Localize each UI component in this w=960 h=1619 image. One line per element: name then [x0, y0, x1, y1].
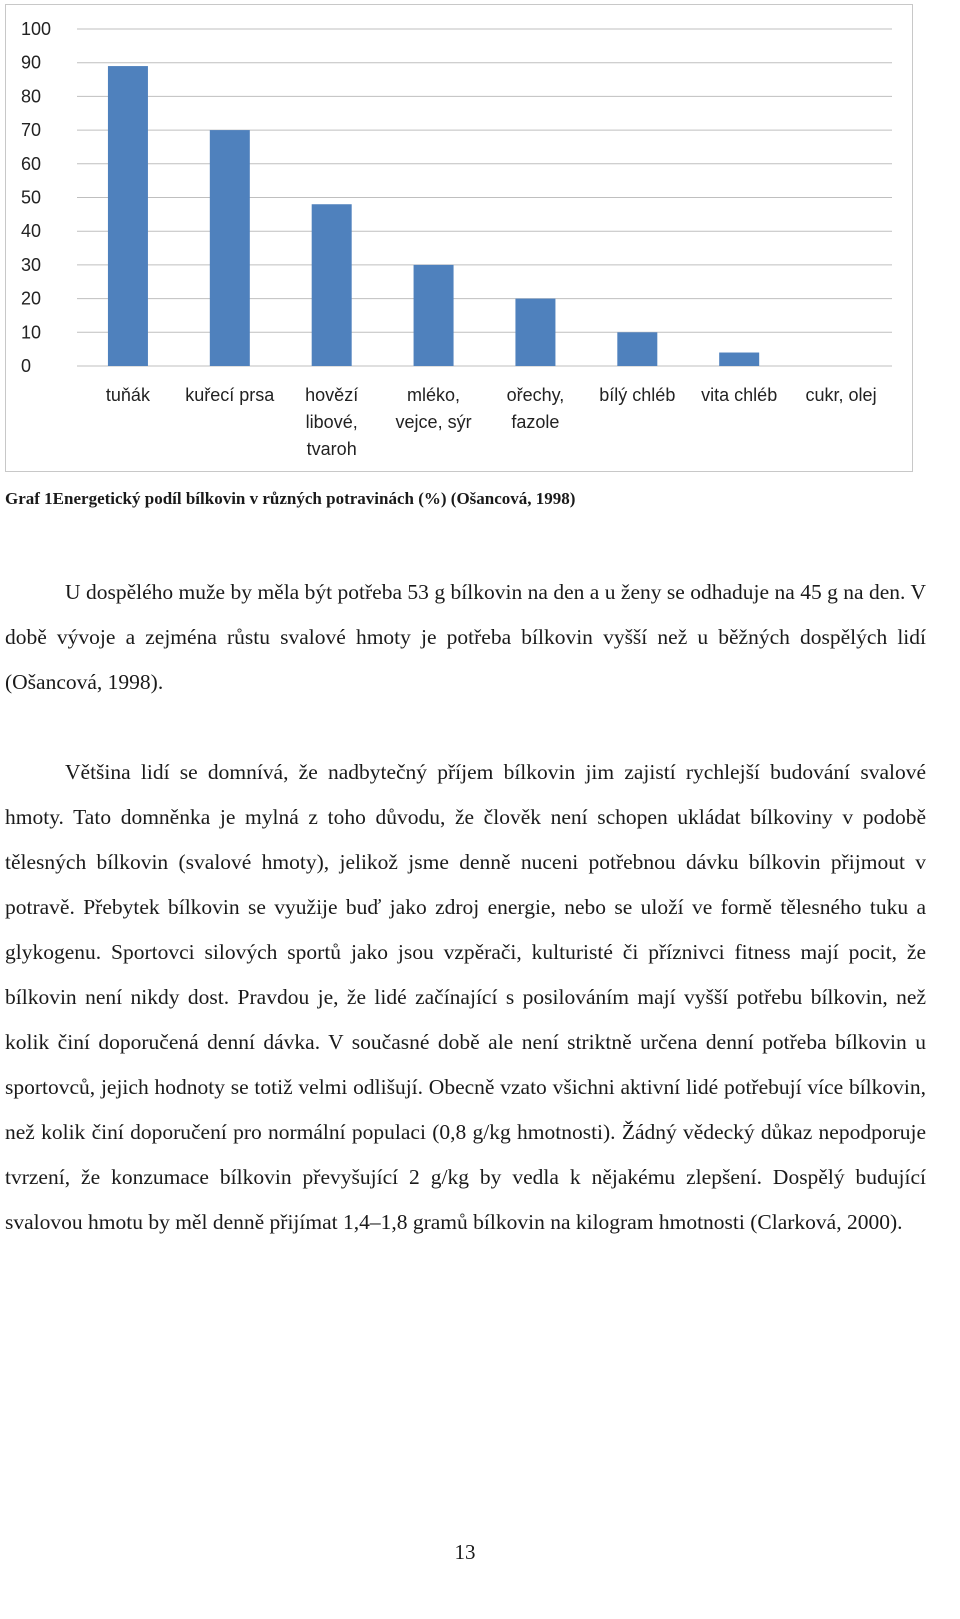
y-tick-label: 60	[21, 153, 42, 174]
y-tick-label: 50	[21, 187, 42, 208]
paragraph-1-text: U dospělého mužе by měla být potřeba 53 g bílkovin na den a u ženy se odhaduje na 45 g na den. V době vývoje a zejména růstu svalové hmoty je potřeba bílkovin vyšší než u běžných dospělých lidí (Ošancová, 1998).	[5, 580, 926, 694]
x-category-label: kuřecí prsa	[185, 385, 275, 405]
y-tick-label: 20	[21, 288, 42, 309]
figure-caption: Graf 1Energetický podíl bílkovin v různých potravinách (%) (Ošancová, 1998)	[5, 489, 576, 508]
page-number: 13	[454, 1540, 476, 1564]
x-category-label: vita chléb	[701, 385, 778, 405]
bar	[312, 204, 352, 366]
y-tick-label: 90	[21, 52, 42, 73]
bar	[719, 353, 759, 366]
bar	[617, 332, 657, 366]
x-category-label: mléko, vejce, sýr	[395, 385, 472, 432]
x-category-label: bílý chléb	[599, 385, 676, 405]
x-category-label: ořechy, fazole	[506, 385, 565, 432]
bar	[515, 299, 555, 366]
y-tick-label: 30	[21, 254, 42, 275]
y-tick-label: 0	[21, 356, 32, 376]
y-tick-label: 10	[21, 322, 42, 343]
bar	[210, 130, 250, 366]
y-tick-label: 80	[21, 86, 42, 107]
paragraph-1	[5, 570, 926, 705]
y-tick-label: 40	[21, 221, 42, 242]
bar-chart	[5, 4, 913, 472]
paragraph-2-text: Většina lidí se domnívá, že nadbytečný příjem bílkovin jim zajistí rychlejší budování svalové hmoty. Tato domněnka je mylná z toho důvodu, že člověk není schopen ukládat bílkoviny v podobě tělesných bílkovin (svalové hmoty), jelikož jsme denně nuceni potřebnou dávku bílkovin přijmout v potravě. Přebytek bílkovin se využije buď jako zdroj energie, nebo se uloží ve formě tělesného tuku a glykogenu. Sportovci silových sportů jako jsou vzpěrači, kulturisté či příznivci fitness mají pocit, že bílkovin není nikdy dost. Pravdou je, že lidé začínající s posilováním mají vyšší potřebu bílkovin, než kolik činí doporučená denní dávka. V současné době ale není striktně určena denní potřeba bílkovin u sportovců, jejich hodnoty se totiž velmi odlišují. Obecně vzato všichni aktivní lidé potřebují více bílkovin, než kolik činí doporučení pro normální populaci (0,8 g/kg hmotnosti). Žádný vědecký důkaz nepodporuje tvrzení, že konzumace bílkovin převyšující 2 g/kg by vedla k nějakému zlepšení. Dospělý budující svalovou hmotu by měl denně přijímat 1,4–1,8 gramů bílkovin na kilogram hmotnosti (Clarková, 2000).	[5, 760, 926, 1234]
x-category-label: cukr, olej	[805, 385, 877, 405]
x-category-label: hovězí libové, tvaroh	[305, 385, 359, 459]
paragraph-2	[5, 750, 926, 1245]
bar	[108, 66, 148, 366]
x-category-label: tuňák	[105, 385, 150, 405]
y-tick-label: 70	[21, 120, 42, 141]
bar	[414, 265, 454, 366]
y-tick-label: 100	[21, 19, 52, 39]
chart-plot	[6, 5, 914, 473]
